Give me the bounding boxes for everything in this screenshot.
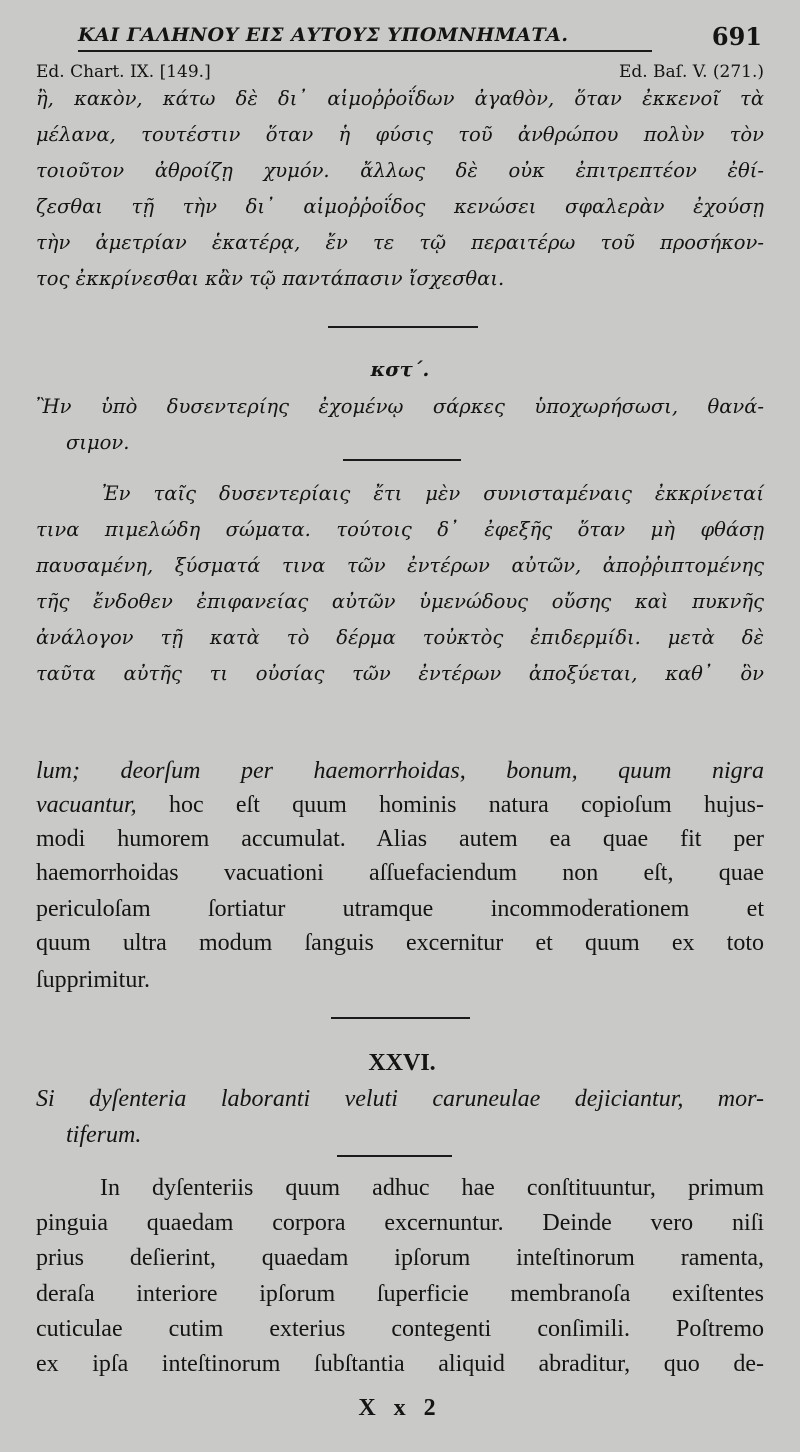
section-divider (343, 459, 461, 461)
latin-line: haemorrhoidas vacuationi aſſuefaciendum non eſt, quae (36, 860, 764, 886)
greek-aphorism-line: σιμον. (66, 431, 130, 454)
latin-line: lum; deorſum per haemorrhoidas, bonum, quum nigra (36, 758, 764, 784)
running-header (70, 22, 762, 54)
latin-aphorism-line: Si dyſenteria laboranti veluti caruneulae dejiciantur, mor- (36, 1086, 764, 1112)
latin-line-rest: hoc eſt quum hominis natura copioſum hujus- (136, 792, 764, 818)
greek-line: ταῦτα αὐτῆς τι οὐσίας τῶν ἐντέρων ἀποξύεται, καθ᾽ ὃν (36, 662, 764, 685)
latin-line (36, 792, 764, 819)
greek-line: ἀνάλογον τῇ κατὰ τὸ δέρμα τοὐκτὸς ἐπιδερμίδι. μετὰ δὲ (36, 626, 764, 649)
greek-aphorism-line: Ἢν ὑπὸ δυσεντερίης ἐχομένῳ σάρκες ὑποχωρήσωσι, θανά- (36, 395, 764, 418)
section-divider (328, 326, 478, 328)
greek-line: τῆς ἔνδοθεν ἐπιφανείας αὐτῶν ὑμενώδους οὔσης καὶ πυκνῆς (36, 590, 764, 613)
latin-line: modi humorem accumulat. Alias autem ea quae fit per (36, 826, 764, 852)
greek-line: ζεσθαι τῇ τὴν δι᾽ αἱμοῤῥοΐδος κενώσει σφαλερὰν ἐχούσῃ (36, 195, 764, 218)
latin-line: deraſa interiore ipſorum ſuperficie membranoſa exiſtentes (36, 1281, 764, 1307)
section-divider (331, 1017, 470, 1019)
latin-aphorism-line: tiferum. (66, 1122, 142, 1148)
latin-line: ſupprimitur. (36, 967, 150, 993)
greek-line: τοιοῦτον ἀθροίζῃ χυμόν. ἄλλως δὲ οὐκ ἐπιτρεπτέον ἐθί- (36, 159, 764, 182)
running-title: ΚΑΙ ΓΑΛΗΝΟΥ ΕΙΣ ΑΥΤΟΥΣ ΥΠΟΜΝΗΜΑΤΑ. (78, 24, 569, 46)
greek-line: τὴν ἀμετρίαν ἑκατέρᾳ, ἔν τε τῷ περαιτέρω τοῦ προσήκον- (36, 231, 764, 254)
edition-references (36, 62, 764, 86)
greek-line: τινα πιμελώδη σώματα. τούτοις δ᾽ ἐφεξῆς ὅταν μὴ φθάσῃ (36, 518, 764, 541)
greek-line: Ἐν ταῖς δυσεντερίαις ἔτι μὲν συνισταμέναις ἐκκρίνεταί (102, 482, 764, 505)
edition-basel: Ed. Baſ. V. (271.) (618, 62, 764, 82)
greek-line: ἢ, κακὸν, κάτω δὲ δι᾽ αἱμοῤῥοΐδων ἀγαθὸν, ὅταν ἐκκενοῖ τὰ (36, 87, 764, 110)
latin-line: periculoſam ſortiatur utramque incommoderationem et (36, 896, 764, 922)
latin-line: prius deſierint, quaedam ipſorum inteſtinorum ramenta, (36, 1245, 764, 1271)
greek-line: παυσαμένη, ξύσματά τινα τῶν ἐντέρων αὐτῶν, ἀποῤῥιπτομένης (36, 554, 764, 577)
page-number: 691 (711, 22, 762, 51)
edition-chart: Ed. Chart. IX. [149.] (36, 62, 211, 82)
latin-section-number: XXVI. (368, 1050, 436, 1076)
latin-line: ex ipſa inteſtinorum ſubſtantia aliquid abraditur, quo de- (36, 1351, 764, 1377)
header-underline (78, 50, 652, 52)
greek-line: μέλανα, τουτέστιν ὅταν ἡ φύσις τοῦ ἀνθρώπου πολὺν τὸν (36, 123, 764, 146)
latin-italic-word: vacuantur, (36, 792, 137, 818)
printer-signature: X x 2 (358, 1395, 442, 1421)
greek-section-number: κστ΄. (370, 358, 430, 381)
latin-line: cuticulae cutim exterius contegenti conſimili. Poſtremo (36, 1316, 764, 1342)
latin-line: pinguia quaedam corpora excernuntur. Deinde vero niſi (36, 1210, 764, 1236)
greek-line: τος ἐκκρίνεσθαι κἂν τῷ παντάπασιν ἴσχεσθαι. (36, 267, 505, 290)
latin-line: In dyſenteriis quum adhuc hae conſtituuntur, primum (100, 1175, 764, 1201)
section-divider (337, 1155, 452, 1157)
latin-line: quum ultra modum ſanguis excernitur et quum ex toto (36, 930, 764, 956)
